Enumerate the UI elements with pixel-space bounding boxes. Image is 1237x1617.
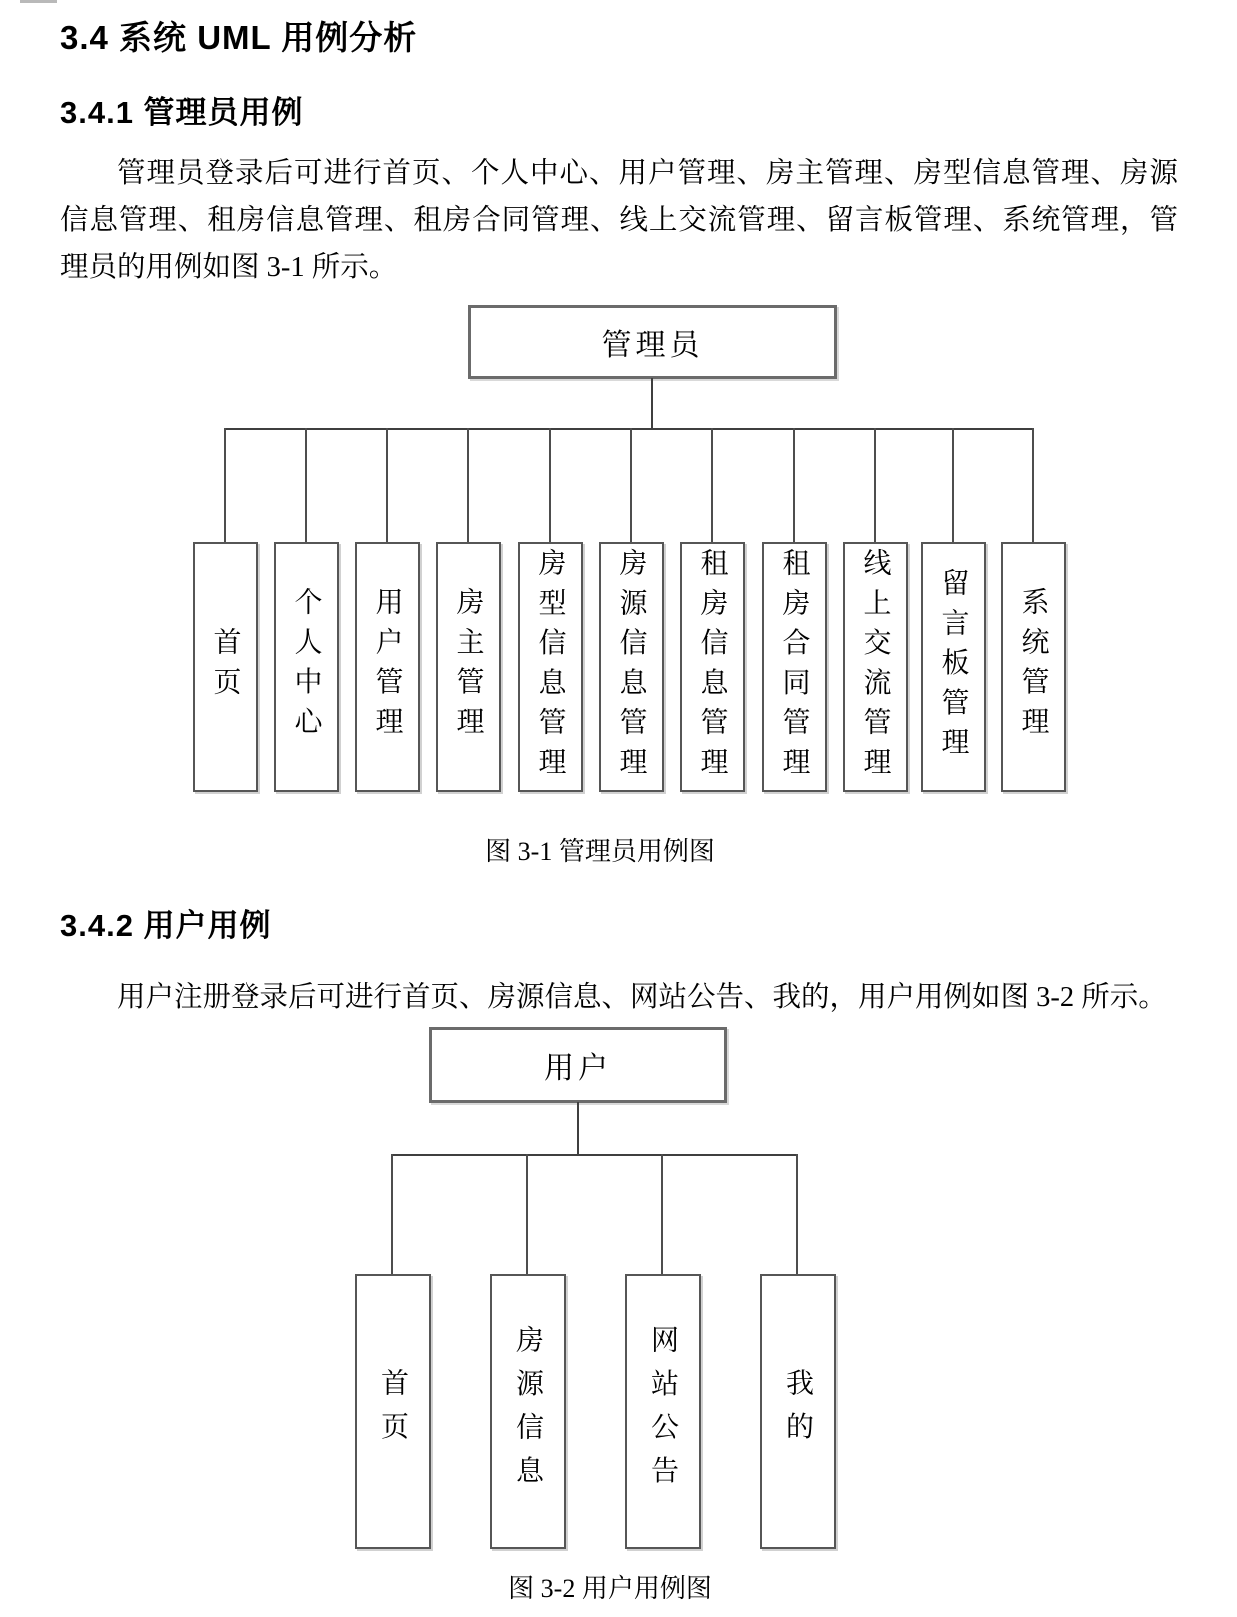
subsection-heading-admin: 3.4.1 管理员用例 <box>60 95 304 130</box>
usecase-label: 网站公告 <box>648 1324 679 1499</box>
actor-box-admin <box>468 305 837 379</box>
usecase-box <box>355 542 420 792</box>
paragraph-line: 信息管理、租房信息管理、租房合同管理、线上交流管理、留言板管理、系统管理，管 <box>60 205 1178 236</box>
connector-drop <box>952 428 954 542</box>
usecase-label: 首页 <box>210 627 242 707</box>
usecase-box <box>680 542 745 792</box>
usecase-box <box>625 1274 701 1549</box>
connector-drop <box>386 428 388 542</box>
connector-drop <box>305 428 307 542</box>
usecase-label: 用户管理 <box>372 587 404 747</box>
usecase-box <box>921 542 986 792</box>
figure-caption: 图 3-1 管理员用例图 <box>485 837 715 866</box>
usecase-box <box>193 542 258 792</box>
usecase-label: 首页 <box>378 1368 409 1455</box>
connector-drop <box>796 1154 798 1275</box>
connector-drop <box>661 1154 663 1275</box>
figure-caption: 图 3-2 用户用例图 <box>508 1574 712 1603</box>
usecase-label: 房源信息 <box>513 1324 544 1499</box>
paragraph-line: 理员的用例如图 3-1 所示。 <box>60 252 398 283</box>
connector-stem <box>651 378 653 428</box>
usecase-label: 房主管理 <box>453 587 485 747</box>
usecase-box <box>490 1274 566 1549</box>
usecase-box <box>1001 542 1066 792</box>
connector-drop <box>526 1154 528 1275</box>
actor-label: 用户 <box>544 1052 612 1085</box>
paragraph-line: 用户注册登录后可进行首页、房源信息、网站公告、我的，用户用例如图 3-2 所示。 <box>117 982 1167 1013</box>
actor-label: 管理员 <box>601 329 704 362</box>
usecase-label: 留言板管理 <box>938 567 970 767</box>
connector-drop <box>224 428 226 542</box>
usecase-box <box>274 542 339 792</box>
section-heading: 3.4 系统 UML 用例分析 <box>60 19 418 56</box>
connector-drop <box>1032 428 1034 542</box>
connector-drop <box>793 428 795 542</box>
usecase-label: 租房信息管理 <box>697 547 729 787</box>
usecase-label: 系统管理 <box>1018 587 1050 747</box>
usecase-label: 线上交流管理 <box>860 547 892 787</box>
user-paragraph <box>60 974 1178 1021</box>
actor-box-user <box>429 1027 727 1103</box>
connector-drop <box>467 428 469 542</box>
connector-drop <box>711 428 713 542</box>
paragraph-line: 管理员登录后可进行首页、个人中心、用户管理、房主管理、房型信息管理、房源 <box>117 158 1178 189</box>
usecase-label: 房型信息管理 <box>535 547 567 787</box>
connector-drop <box>549 428 551 542</box>
admin-paragraph <box>60 150 1178 291</box>
usecase-label: 个人中心 <box>291 587 323 747</box>
usecase-label: 我的 <box>783 1368 814 1455</box>
usecase-label: 房源信息管理 <box>616 547 648 787</box>
subsection-heading-user: 3.4.2 用户用例 <box>60 908 272 943</box>
usecase-box <box>355 1274 431 1549</box>
usecase-box <box>843 542 908 792</box>
usecase-label: 租房合同管理 <box>779 547 811 787</box>
connector-drop <box>874 428 876 542</box>
usecase-box <box>762 542 827 792</box>
connector-stem <box>577 1102 579 1155</box>
usecase-box <box>599 542 664 792</box>
connector-drop <box>391 1154 393 1275</box>
connector-bus <box>224 428 1034 430</box>
usecase-box <box>436 542 501 792</box>
screen-edge-artifact <box>20 0 57 3</box>
usecase-box <box>760 1274 836 1549</box>
usecase-box <box>518 542 583 792</box>
connector-drop <box>630 428 632 542</box>
connector-bus <box>391 1154 798 1156</box>
